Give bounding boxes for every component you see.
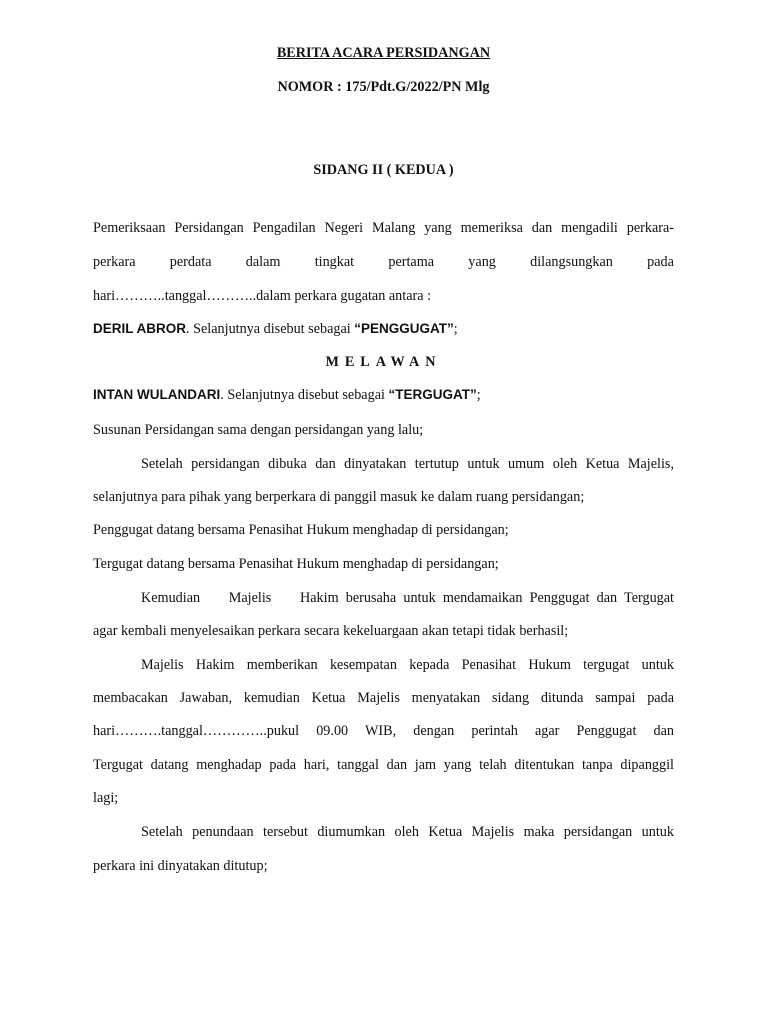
document-title: BERITA ACARA PERSIDANGAN — [276, 45, 491, 61]
intro-line-2 — [93, 253, 674, 271]
intro-word: pertama — [388, 254, 435, 270]
intro-word: pada — [647, 254, 674, 270]
defendant-line — [93, 386, 674, 404]
paragraph-mediation-line-1: Kemudian Majelis Hakim berusaha untuk mendamaikan Penggugat dan Tergugat — [141, 590, 674, 606]
paragraph-adjournment-line-3: hari……….tanggal…………..pukul 09.00 WIB, dengan perintah agar Penggugat dan — [93, 723, 674, 739]
plaintiff-line — [93, 320, 674, 338]
intro-word: perdata — [169, 254, 212, 270]
plaintiff-end: ; — [453, 321, 458, 337]
paragraph-adjournment-line-4: Tergugat datang menghadap pada hari, tanggal dan jam yang telah ditentukan tanpa dipanggil — [93, 757, 674, 773]
paragraph-composition: Susunan Persidangan sama dengan persidangan yang lalu; — [93, 422, 424, 438]
paragraph-plaintiff-present: Penggugat datang bersama Penasihat Hukum menghadap di persidangan; — [93, 522, 509, 538]
defendant-role: “TERGUGAT” — [388, 387, 477, 402]
paragraph-mediation-line-2: agar kembali menyelesaikan perkara secara kekeluargaan akan tetapi tidak berhasil; — [93, 623, 569, 639]
intro-line-3: hari………..tanggal………..dalam perkara gugatan antara : — [93, 288, 432, 304]
case-number: NOMOR : 175/Pdt.G/2022/PN Mlg — [277, 79, 490, 95]
paragraph-adjournment-line-2: membacakan Jawaban, kemudian Ketua Majelis menyatakan sidang ditunda sampai pada — [93, 690, 674, 706]
intro-word: dalam — [245, 254, 281, 270]
defendant-name: INTAN WULANDARI — [93, 387, 221, 402]
plaintiff-text: . Selanjutnya disebut sebagai — [186, 321, 355, 337]
intro-word: yang — [468, 254, 496, 270]
intro-word: tingkat — [314, 254, 355, 270]
paragraph-adjournment-line-1: Majelis Hakim memberikan kesempatan kepada Penasihat Hukum tergugat untuk — [141, 657, 674, 673]
plaintiff-name: DERIL ABROR — [93, 321, 187, 336]
session-heading: SIDANG II ( KEDUA ) — [313, 162, 454, 178]
intro-line-1: Pemeriksaan Persidangan Pengadilan Negeri Malang yang memeriksa dan mengadili perkara- — [93, 220, 674, 236]
paragraph-defendant-present: Tergugat datang bersama Penasihat Hukum menghadap di persidangan; — [93, 556, 499, 572]
paragraph-opening-line-2: selanjutnya para pihak yang berperkara di panggil masuk ke dalam ruang persidangan; — [93, 489, 585, 505]
intro-word: dilangsungkan — [530, 254, 613, 270]
plaintiff-role: “PENGGUGAT” — [354, 321, 454, 336]
paragraph-closing-line-2: perkara ini dinyatakan ditutup; — [93, 858, 268, 874]
versus-heading: MELAWAN — [325, 354, 442, 370]
paragraph-closing-line-1: Setelah penundaan tersebut diumumkan oleh Ketua Majelis maka persidangan untuk — [141, 824, 674, 840]
defendant-end: ; — [476, 387, 481, 403]
paragraph-opening-line-1: Setelah persidangan dibuka dan dinyatakan tertutup untuk umum oleh Ketua Majelis, — [141, 456, 674, 472]
paragraph-adjournment-line-5: lagi; — [93, 790, 119, 806]
intro-word: perkara — [93, 254, 136, 270]
defendant-text: . Selanjutnya disebut sebagai — [220, 387, 389, 403]
